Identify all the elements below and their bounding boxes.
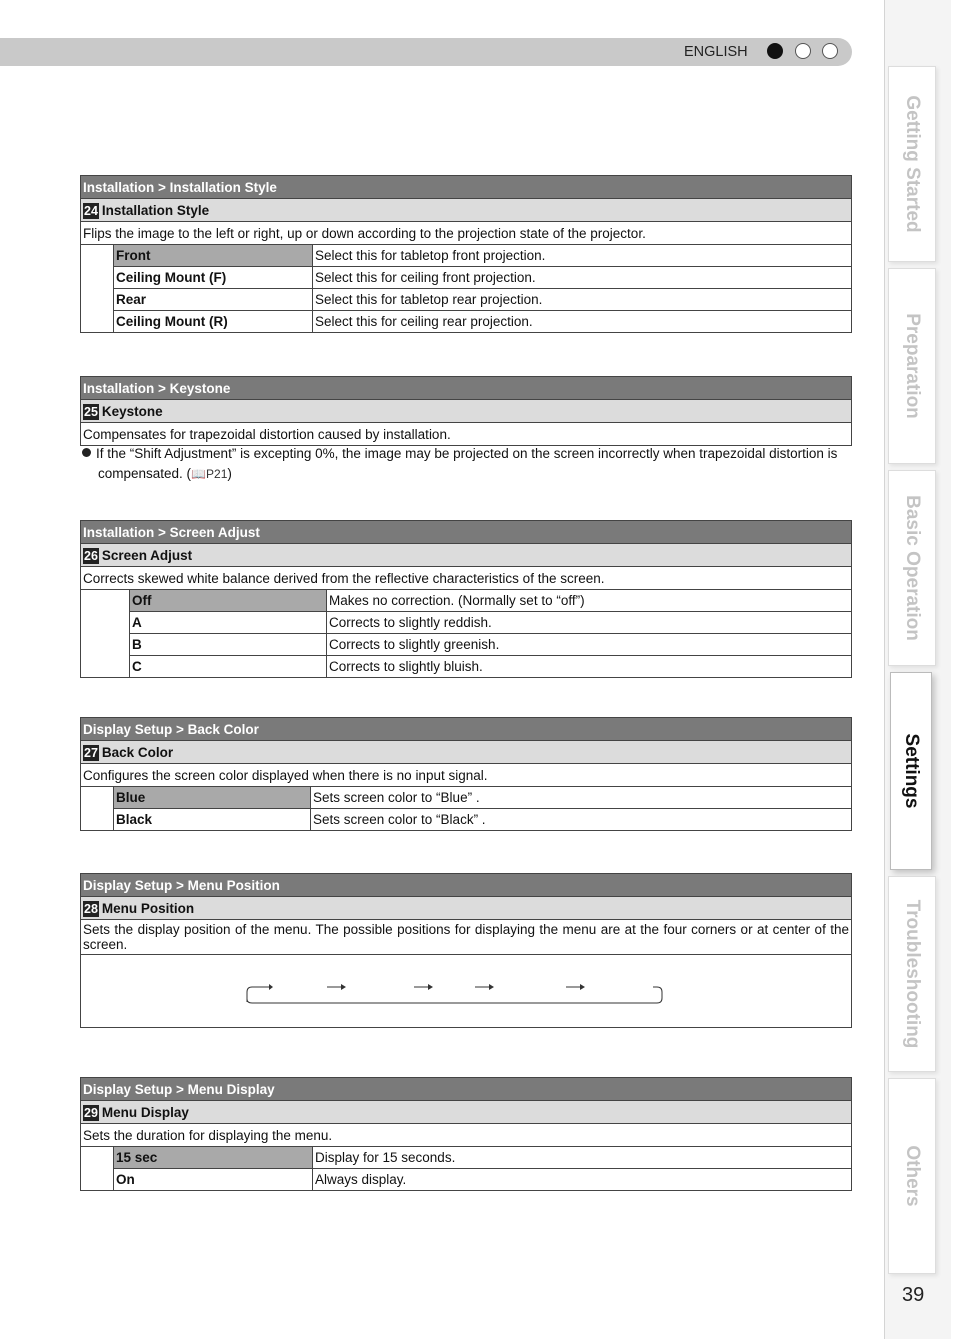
option-name: Front bbox=[114, 245, 313, 267]
language-label: ENGLISH bbox=[684, 44, 748, 60]
installation-style-table bbox=[80, 175, 852, 333]
tab-label: Troubleshooting bbox=[902, 899, 923, 1049]
item-title bbox=[81, 1101, 852, 1124]
item-title-text: Keystone bbox=[101, 403, 163, 419]
item-description: Sets the duration for displaying the menu. bbox=[81, 1124, 852, 1147]
arrow-icon bbox=[414, 984, 433, 990]
tab-label: Others bbox=[902, 1145, 923, 1207]
page-reference[interactable]: P21 bbox=[206, 467, 228, 481]
keystone-note bbox=[82, 444, 872, 484]
cycle-return-line bbox=[247, 987, 662, 1003]
option-name: 15 sec bbox=[114, 1147, 313, 1169]
note-text: If the “Shift Adjustment” is excepting 0%, the image may be projected on the screen incorrectly when trapezoidal distortion is bbox=[96, 446, 838, 461]
arrow-icon bbox=[566, 984, 585, 990]
option-name: Rear bbox=[114, 289, 313, 311]
item-title bbox=[81, 400, 852, 423]
indicator-dot-empty bbox=[822, 43, 838, 59]
tab-getting-started[interactable] bbox=[888, 66, 936, 262]
item-number: 24 bbox=[84, 203, 98, 218]
item-title bbox=[81, 544, 852, 567]
option-desc: Corrects to slightly greenish. bbox=[327, 634, 852, 656]
section-header: Display Setup > Menu Display bbox=[81, 1078, 852, 1101]
option-desc: Corrects to slightly reddish. bbox=[327, 612, 852, 634]
option-desc: Sets screen color to “Blue” . bbox=[311, 787, 852, 809]
option-name: Off bbox=[130, 590, 327, 612]
option-name: Blue bbox=[114, 787, 311, 809]
item-title bbox=[81, 199, 852, 222]
item-number: 27 bbox=[84, 745, 98, 760]
option-desc: Sets screen color to “Black” . bbox=[311, 809, 852, 831]
item-number: 25 bbox=[84, 404, 98, 419]
option-desc: Display for 15 seconds. bbox=[313, 1147, 852, 1169]
item-number: 28 bbox=[84, 901, 98, 916]
section-header: Installation > Keystone bbox=[81, 377, 852, 400]
option-name: Black bbox=[114, 809, 311, 831]
section-header: Display Setup > Back Color bbox=[81, 718, 852, 741]
item-number: 29 bbox=[84, 1105, 98, 1120]
position-diagram-cell bbox=[81, 955, 852, 1028]
item-title bbox=[81, 897, 852, 920]
item-description: Configures the screen color displayed when there is no input signal. bbox=[81, 764, 852, 787]
option-desc: Select this for ceiling rear projection. bbox=[313, 311, 852, 333]
item-description: Corrects skewed white balance derived from the reflective characteristics of the screen. bbox=[81, 567, 852, 590]
bullet-icon bbox=[82, 448, 91, 457]
item-title-text: Menu Position bbox=[101, 900, 195, 916]
tab-label: Settings bbox=[901, 733, 922, 809]
tab-basic-operation[interactable] bbox=[888, 470, 936, 666]
option-desc: Makes no correction. (Normally set to “off”) bbox=[327, 590, 852, 612]
back-color-table bbox=[80, 717, 852, 831]
tab-preparation[interactable] bbox=[888, 268, 936, 464]
section-header: Installation > Installation Style bbox=[81, 176, 852, 199]
tab-label: Preparation bbox=[902, 313, 923, 419]
section-header: Installation > Screen Adjust bbox=[81, 521, 852, 544]
item-description: Compensates for trapezoidal distortion caused by installation. bbox=[81, 423, 852, 446]
option-name: On bbox=[114, 1169, 313, 1191]
book-icon: 📖 bbox=[191, 467, 207, 481]
option-name: B bbox=[130, 634, 327, 656]
item-title-text: Menu Display bbox=[101, 1104, 189, 1120]
cycle-line-left bbox=[247, 987, 269, 1002]
indent-cell bbox=[81, 245, 114, 333]
tab-troubleshooting[interactable] bbox=[888, 876, 936, 1072]
item-description: Sets the display position of the menu. The possible positions for displaying the menu are at the four corners or at center of the screen. bbox=[81, 920, 852, 955]
keystone-table bbox=[80, 376, 852, 446]
item-title-text: Installation Style bbox=[101, 202, 210, 218]
page-number: 39 bbox=[902, 1284, 925, 1306]
indicator-dot-filled bbox=[767, 43, 783, 59]
arrow-icon bbox=[327, 984, 346, 990]
option-name: C bbox=[130, 656, 327, 678]
chapter-sidebar bbox=[884, 0, 954, 1339]
item-title-text: Screen Adjust bbox=[101, 547, 193, 563]
item-description: Flips the image to the left or right, up or down according to the projection state of the projector. bbox=[81, 222, 852, 245]
arrow-icon bbox=[475, 984, 494, 990]
item-number: 26 bbox=[84, 548, 98, 563]
option-name: A bbox=[130, 612, 327, 634]
option-name: Ceiling Mount (F) bbox=[114, 267, 313, 289]
option-desc: Select this for tabletop front projection. bbox=[313, 245, 852, 267]
tab-settings[interactable] bbox=[890, 672, 932, 870]
option-desc: Select this for tabletop rear projection. bbox=[313, 289, 852, 311]
indent-cell bbox=[81, 1147, 114, 1191]
option-desc: Corrects to slightly bluish. bbox=[327, 656, 852, 678]
indicator-dot-empty bbox=[795, 43, 811, 59]
option-desc: Select this for ceiling front projection. bbox=[313, 267, 852, 289]
item-title bbox=[81, 741, 852, 764]
arrow-icon bbox=[257, 984, 273, 990]
note-text: compensated. ( bbox=[98, 466, 192, 481]
indent-cell bbox=[81, 787, 114, 831]
menu-position-cycle-diagram bbox=[81, 955, 851, 1027]
note-text: ) bbox=[227, 466, 232, 481]
option-desc: Always display. bbox=[313, 1169, 852, 1191]
section-header: Display Setup > Menu Position bbox=[81, 874, 852, 897]
menu-position-table bbox=[80, 873, 852, 1028]
tab-label: Basic Operation bbox=[902, 495, 923, 641]
tab-others[interactable] bbox=[888, 1078, 936, 1274]
option-name: Ceiling Mount (R) bbox=[114, 311, 313, 333]
tab-label: Getting Started bbox=[902, 95, 923, 233]
screen-adjust-table bbox=[80, 520, 852, 678]
item-title-text: Back Color bbox=[101, 744, 174, 760]
indent-cell bbox=[81, 590, 130, 678]
menu-display-table bbox=[80, 1077, 852, 1191]
